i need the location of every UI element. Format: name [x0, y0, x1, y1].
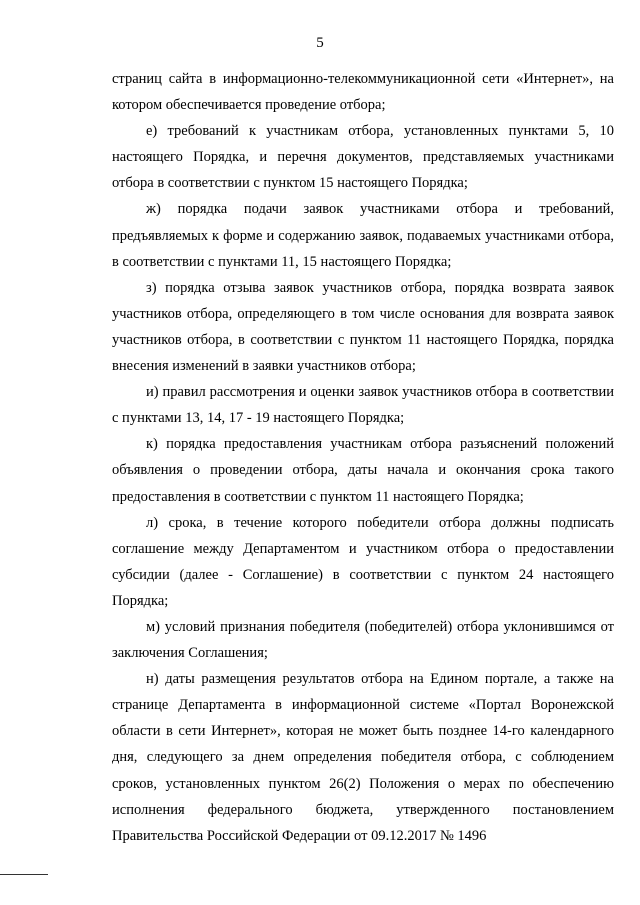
paragraph-item-m: м) условий признания победителя (победителей) отбора уклонившимся от заключения Соглашения;	[112, 618, 614, 662]
paragraph-continuation: страниц сайта в информационно-телекоммуникационной сети «Интернет», на котором обеспечивается проведение отбора;	[112, 71, 614, 114]
paragraph-item-z: з) порядка отзыва заявок участников отбора, порядка возврата заявок участников отбора, определяющего в том числе основания для возврата заявок участников отбора, в соответствии с пунктом 11 настоящего Порядка, порядка внесения изменений в заявки участников отбора;	[112, 279, 614, 375]
document-body	[112, 66, 614, 849]
page-number: 5	[316, 35, 324, 51]
paragraph-item-zh: ж) порядка подачи заявок участниками отбора и требований, предъявляемых к форме и содержанию заявок, подаваемых участниками отбора, в соответствии с пунктами 11, 15 настоящего Порядка;	[112, 201, 614, 270]
footer-divider	[0, 874, 48, 875]
paragraph-item-e: е) требований к участникам отбора, установленных пунктами 5, 10 настоящего Порядка, и перечня документов, представляемых участниками отбора в соответствии с пунктом 15 настоящего Порядка;	[112, 123, 614, 192]
paragraph-item-l: л) срока, в течение которого победители отбора должны подписать соглашение между Департаментом и участником отбора о предоставлении субсидии (далее - Соглашение) в соответствии с пунктом 24 настоящего Порядка;	[112, 514, 614, 609]
paragraph-item-n: н) даты размещения результатов отбора на Едином портале, а также на странице Департамента в информационной системе «Портал Воронежской области в сети Интернет», которая не может быть позднее 14-го календарного дня, следующего за днем определения победителя отбора, с соблюдением сроков, установленных пунктом 26(2) Положения о мерах по обеспечению исполнения федерального бюджета, утвержденного постановлением Правительства Российской Федерации от 09.12.2017 № 1496	[112, 671, 614, 844]
paragraph-item-k: к) порядка предоставления участникам отбора разъяснений положений объявления о проведении отбора, даты начала и окончания срока такого предоставления в соответствии с пунктом 11 настоящего Порядка;	[112, 436, 614, 505]
paragraph-item-i: и) правил рассмотрения и оценки заявок участников отбора в соответствии с пунктами 13, 14, 17 - 19 настоящего Порядка;	[112, 384, 614, 427]
